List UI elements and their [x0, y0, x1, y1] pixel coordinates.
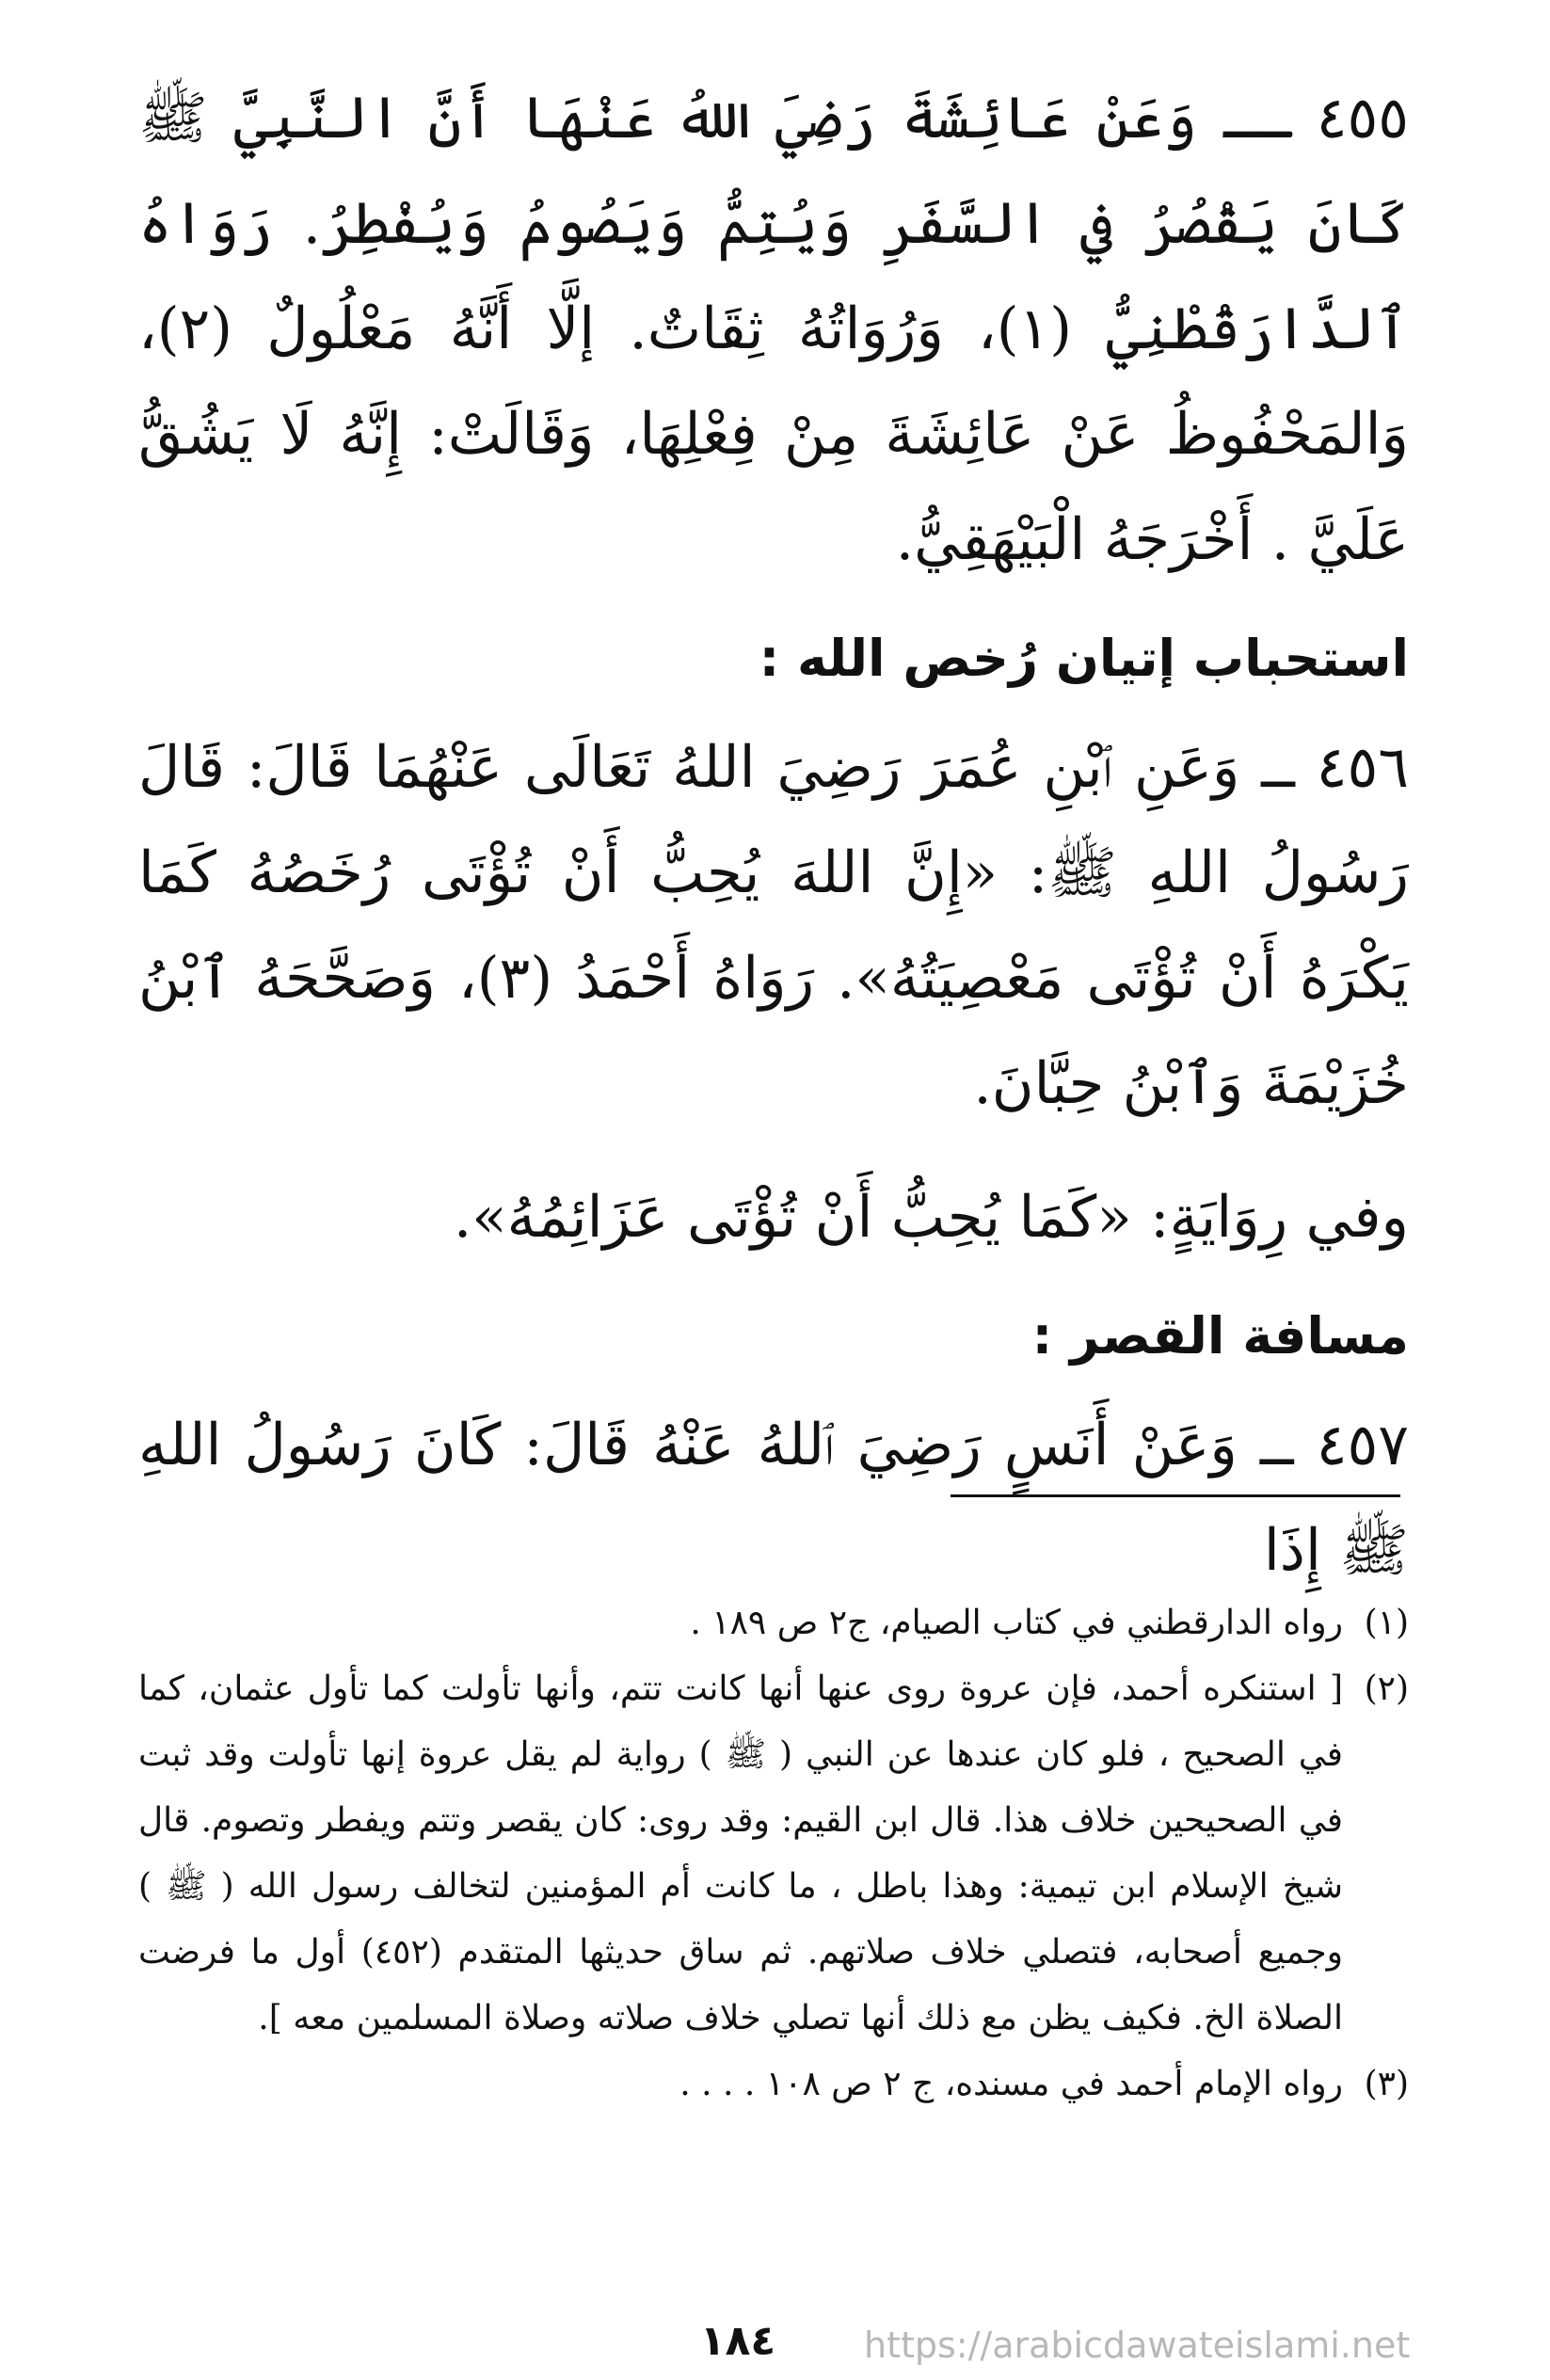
footnote-divider	[951, 1494, 1400, 1497]
footnote-number: (١)	[1364, 1604, 1409, 1642]
hadith-455: ٤٥٥ ــ وَعَنْ عَائِشَةَ رَضِيَ اللهُ عَنْهَا أَنَّ النَّبِيَّ ﷺ كَانَ يَقْصُرُ في السَّفَرِ وَيُتِمُّ وَيَصُومُ وَيُفْطِرُ. رَوَاهُ ٱلدَّارَقُطْنِيُّ (١)، وَرُوَاتُهُ ثِقَاتٌ. إلَّا أَنَّهُ مَعْلُولٌ (٢)، وَالمَحْفُوظُ عَنْ عَائِشَةَ مِنْ فِعْلِهَا، وَقَالَتْ: إِنَّهُ لَا يَشُقُّ عَلَيَّ . أَخْرَجَهُ الْبَيْهَقِيُّ.	[138, 85, 1409, 573]
footnote-text: رواه الدارقطني في كتاب الصيام، ج٢ ص ١٨٩ .	[690, 1604, 1343, 1642]
hadith-457: ٤٥٧ ــ وَعَنْ أَنَسٍ رَضِيَ ٱللهُ عَنْهُ قَالَ: كَانَ رَسُولُ اللهِ ﷺ إِذَا	[138, 1412, 1409, 1584]
riwaya-line: وفي رِوَايَةٍ: «كَمَا يُحِبُّ أَنْ تُؤْتَى عَزَائِمُهُ».	[453, 1184, 1409, 1251]
footnote-number: (٢)	[1364, 1669, 1409, 1708]
section-heading-istihbab: استحباب إتيان رُخص الله :	[759, 629, 1409, 688]
footnote-1	[138, 1590, 1409, 1656]
footnote-text: رواه الإمام أحمد في مسنده، ج ٢ ص ١٠٨ . . . .	[679, 2065, 1343, 2103]
footnote-number: (٣)	[1364, 2065, 1409, 2103]
footnotes	[138, 1590, 1409, 2117]
page-number: ١٨٤	[699, 2317, 776, 2365]
hadith-456: ٤٥٦ ــ وَعَنِ ٱبْنِ عُمَرَ رَضِيَ اللهُ تَعَالَى عَنْهُمَا قَالَ: قَالَ رَسُولُ اللهِ ﷺ: «إِنَّ اللهَ يُحِبُّ أَنْ تُؤْتَى رُخَصُهُ كَمَا يَكْرَهُ أَنْ تُؤْتَى مَعْصِيَتُهُ». رَوَاهُ أَحْمَدُ (٣)، وَصَحَّحَهُ ٱبْنُ خُزَيْمَةَ وَٱبْنُ حِبَّانَ.	[138, 734, 1409, 1117]
footnote-3	[138, 2052, 1409, 2117]
section-heading-masafat-alqasr: مسافة القصر :	[1031, 1306, 1409, 1366]
footnote-text: [ استنكره أحمد، فإن عروة روى عنها أنها كانت تتم، وأنها تأولت كما تأول عثمان، كما في الصحيح ، فلو كان عندها عن النبي ( ﷺ ) رواية لم يقل عروة إنها تأولت وقد ثبت في الصحيحين خلاف هذا. قال ابن القيم: وقد روى: كان يقصر وتتم ويفطر وتصوم. قال شيخ الإسلام ابن تيمية: وهذا باطل ، ما كانت أم المؤمنين لتخالف رسول الله ( ﷺ ) وجميع أصحابه، فتصلي خلاف صلاتهم. ثم ساق حديثها المتقدم (٤٥٢) أول ما فرضت الصلاة الخ. فكيف يظن مع ذلك أنها تصلي خلاف صلاته وصلاة المسلمين معه ].	[138, 1669, 1343, 2037]
footnote-2	[138, 1656, 1409, 2052]
main-text	[138, 66, 1409, 1604]
watermark-url: https://arabicdawateislami.net	[864, 2324, 1411, 2366]
